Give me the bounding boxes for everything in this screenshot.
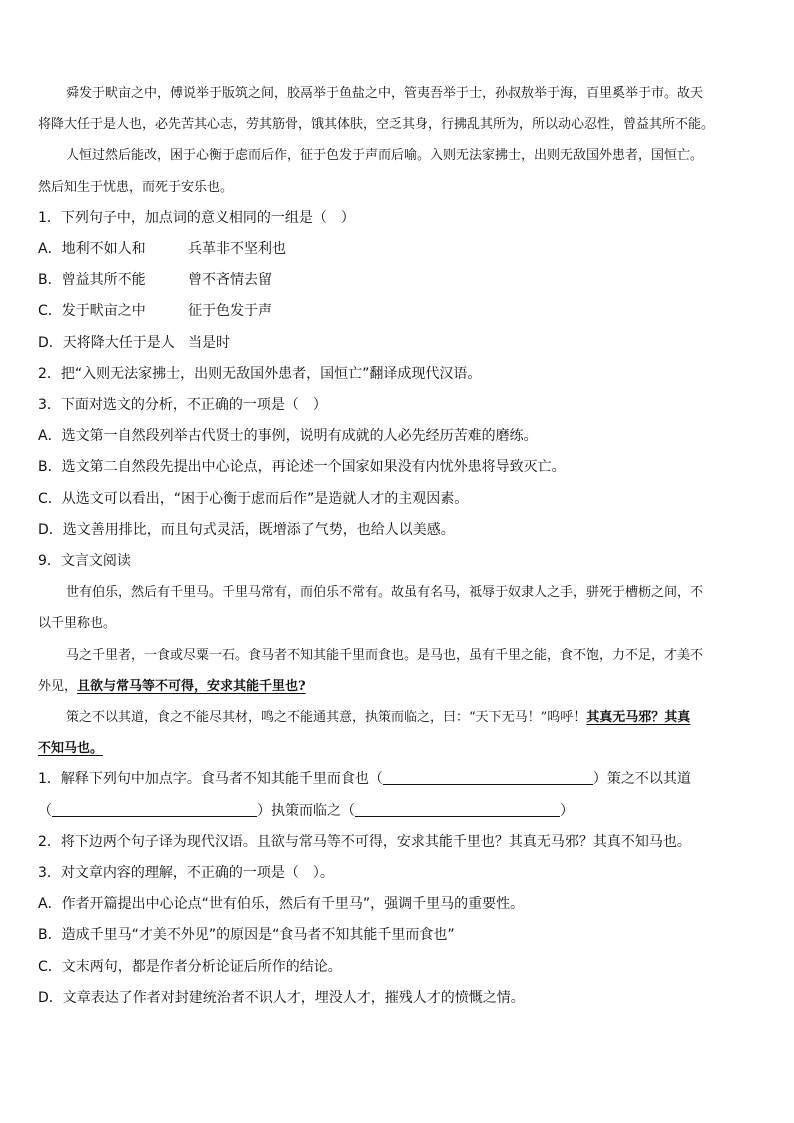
passage2-para1-line2: 以千里称也。: [38, 616, 117, 632]
section9-title: 9．文言文阅读: [38, 553, 131, 570]
s9q1-blank-2[interactable]: [52, 800, 257, 817]
s9q3-stem: 3．对文章内容的理解，不正确的一项是（ ）。: [38, 865, 334, 882]
q1-option-a: [38, 234, 756, 265]
q1-option-b-right: 曾不吝情去留: [188, 272, 272, 289]
passage2-para3-plain: 策之不以其道，食之不能尽其材，鸣之不能通其意，执策而临之，曰：“天下无马！”呜呼！: [66, 710, 587, 726]
q1-stem: 1．下列句子中，加点词的意义相同的一组是（ ）: [38, 209, 355, 226]
s9q3-option-c: C．文末两句，都是作者分析论证后所作的结论。: [38, 958, 342, 975]
q2-stem: 2．把“入则无法家拂士，出则无敌国外患者，国恒亡”翻译成现代汉语。: [38, 365, 482, 382]
passage2-para3-underlined: 其真无马邪？其真: [586, 710, 691, 726]
q1-option-c: [38, 296, 756, 327]
s9q1-line2: [38, 796, 756, 827]
q3-option-d: D．选文善用排比，而且句式灵活，既增添了气势，也给人以美感。: [38, 521, 455, 538]
q1-option-a-right: 兵革非不坚利也: [188, 241, 286, 258]
s9q1-blank-3[interactable]: [355, 800, 560, 817]
s9q2-stem: 2．将下边两个句子译为现代汉语。且欲与常马等不可得，安求其能千里也？其真无马邪？其真不知马也。: [38, 833, 691, 850]
s9q3-option-d: D．文章表达了作者对封建统治者不识人才，埋没人才，摧残人才的愤慨之情。: [38, 989, 525, 1006]
passage2-para2-plain: 外见，: [38, 678, 78, 694]
q1-option-b: [38, 265, 756, 296]
passage2-para2-line2: [38, 671, 756, 702]
q1-option-c-left: C．发于畎亩之中: [38, 303, 146, 320]
passage1-para1-line1: 舜发于畎亩之中，傅说举于版筑之间，胶鬲举于鱼盐之中，管夷吾举于士，孙叔敖举于海，百里奚举于市。故天: [66, 86, 704, 101]
q1-option-d: [38, 328, 756, 359]
s9q1-part1: 1．解释下列句中加点字。食马者不知其能千里而食也（: [38, 771, 383, 788]
passage1-para2-line1: 人恒过然后能改，困于心衡于虑而后作，征于色发于声而后喻。入则无法家拂士，出则无敌国外患者，国恒亡。: [66, 148, 704, 164]
q1-option-b-left: B．曾益其所不能: [38, 272, 146, 289]
passage2-para3-line1: [38, 702, 756, 733]
passage2-para3-line2-underlined: 不知马也。: [38, 741, 104, 757]
passage2-para2-underlined: 且欲与常马等不可得，安求其能千里也?: [77, 678, 306, 694]
passage2-para3-line2: [38, 733, 756, 764]
passage1-para2-line2: 然后知生于忧患，而死于安乐也。: [38, 179, 234, 195]
q3-option-a: A．选文第一自然段列举古代贤士的事例，说明有成就的人必先经历苦难的磨练。: [38, 428, 538, 445]
s9q1-part5: ）: [560, 802, 574, 819]
s9q1-part3: （: [38, 802, 52, 819]
q1-option-c-right: 征于色发于声: [188, 303, 272, 320]
passage2-para2-line1: 马之千里者，一食或尽粟一石。食马者不知其能千里而食也。是马也，虽有千里之能，食不饱，力不足，才美不: [66, 647, 704, 663]
s9q1-blank-1[interactable]: [383, 768, 593, 785]
q1-option-d-left: D．天将降大任于是人: [38, 334, 175, 351]
q3-option-c: C．从选文可以看出，“困于心衡于虑而后作”是造就人才的主观因素。: [38, 490, 469, 507]
s9q1-part4: ）执策而临之（: [257, 802, 355, 819]
s9q1-part2: ）策之不以其道: [592, 771, 691, 788]
s9q3-option-b: B．造成千里马“才美不外见”的原因是“食马者不知其能千里而食也”: [38, 927, 455, 944]
q1-option-a-left: A．地利不如人和: [38, 241, 146, 258]
q3-option-b: B．选文第二自然段先提出中心论点，再论述一个国家如果没有内忧外患将导致灭亡。: [38, 459, 566, 476]
s9q3-option-a: A．作者开篇提出中心论点“世有伯乐，然后有千里马”，强调千里马的重要性。: [38, 896, 525, 913]
s9q1-line1: [38, 764, 756, 795]
passage1-para1-line2: 将降大任于是人也，必先苦其心志，劳其筋骨，饿其体肤，空乏其身，行拂乱其所为，所以动心忍性，曾益其所不能。: [38, 117, 715, 133]
q3-stem: 3．下面对选文的分析，不正确的一项是（ ）: [38, 397, 327, 414]
q1-option-d-right: 当是时: [188, 334, 230, 351]
passage2-para1-line1: 世有伯乐，然后有千里马。千里马常有，而伯乐不常有。故虽有名马，祗辱于奴隶人之手，骈死于槽枥之间，不: [66, 585, 704, 601]
